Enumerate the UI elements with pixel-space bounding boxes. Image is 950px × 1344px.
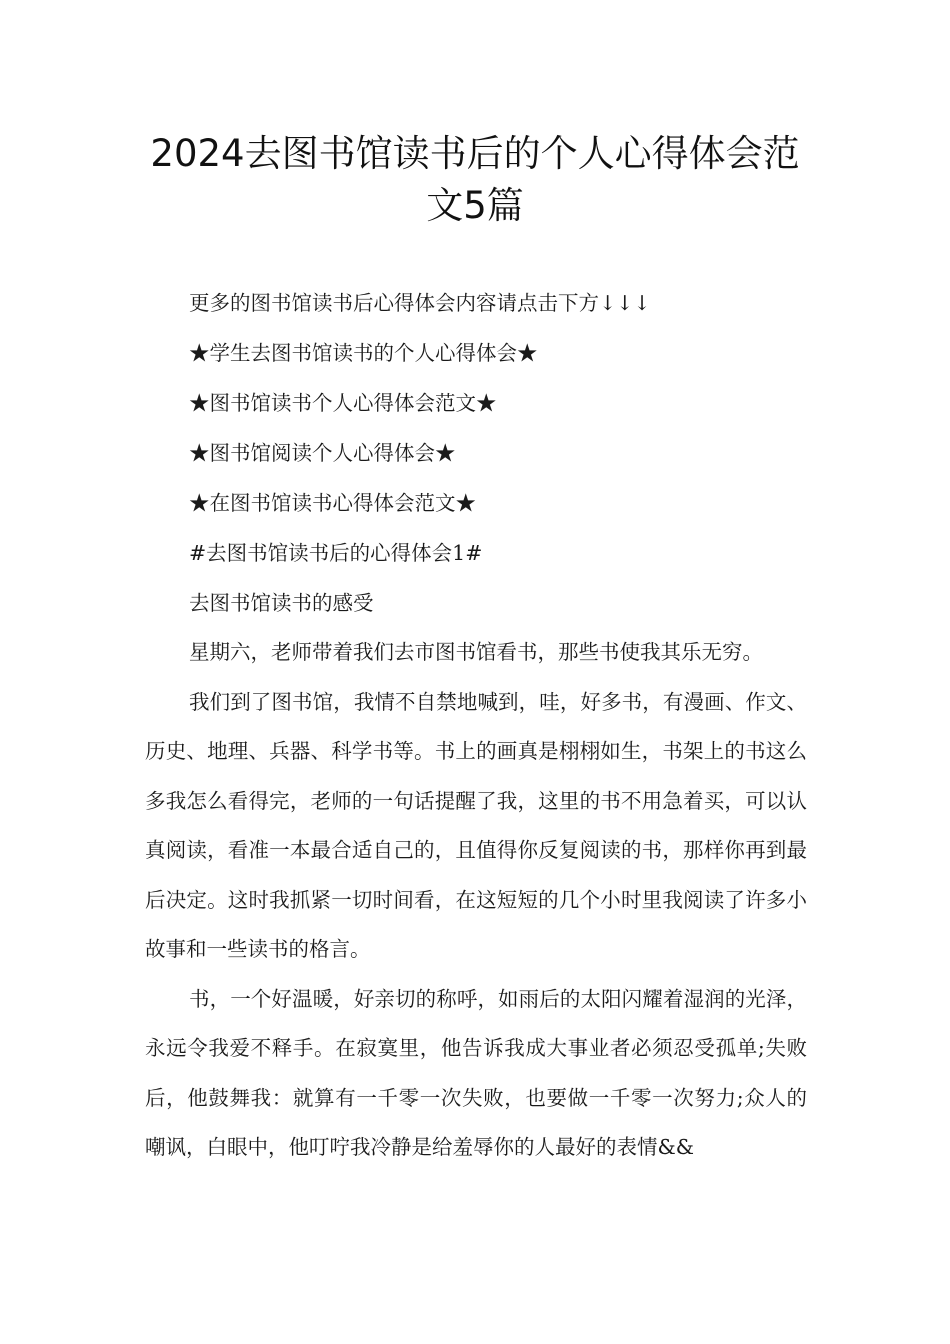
paragraph-1: 星期六，老师带着我们去市图书馆看书，那些书使我其乐无穷。 <box>189 640 763 664</box>
essay-title: 去图书馆读书的感受 <box>189 591 374 615</box>
section-heading: #去图书馆读书后的心得体会1# <box>189 541 483 565</box>
related-link-2[interactable] <box>145 378 807 428</box>
intro-text: 更多的图书馆读书后心得体会内容请点击下方↓↓↓ <box>189 291 651 315</box>
document-body <box>145 278 807 1173</box>
paragraph-2: 我们到了图书馆，我情不自禁地喊到，哇，好多书，有漫画、作文、历史、地理、兵器、科学书等。书上的画真是栩栩如生，书架上的书这么多我怎么看得完，老师的一句话提醒了我，这里的书不用急着买，可以认真阅读，看准一本最合适自己的，且值得你反复阅读的书，那样你再到最后决定。这时我抓紧一切时间看，在这短短的几个小时里我阅读了许多小故事和一些读书的格言。 <box>145 689 807 961</box>
document-title <box>120 128 830 232</box>
related-link-3[interactable] <box>145 428 807 478</box>
title-line-1: 2024去图书馆读书后的个人心得体会范 <box>150 132 800 175</box>
related-link-4-text[interactable]: ★在图书馆读书心得体会范文★ <box>189 491 476 515</box>
related-link-4[interactable] <box>145 478 807 528</box>
title-line-2: 文5篇 <box>426 184 524 227</box>
paragraph-3: 书，一个好温暖，好亲切的称呼，如雨后的太阳闪耀着湿润的光泽，永远令我爱不释手。在寂寞里，他告诉我成大事业者必须忍受孤单;失败后，他鼓舞我：就算有一千零一次失败，也要做一千零一次努力;众人的嘲讽，白眼中，他叮咛我冷静是给羞辱你的人最好的表情&& <box>145 986 807 1159</box>
related-link-1[interactable] <box>145 328 807 378</box>
related-link-1-text[interactable]: ★学生去图书馆读书的个人心得体会★ <box>189 341 538 365</box>
related-link-2-text[interactable]: ★图书馆读书个人心得体会范文★ <box>189 391 497 415</box>
related-link-3-text[interactable]: ★图书馆阅读个人心得体会★ <box>189 441 456 465</box>
